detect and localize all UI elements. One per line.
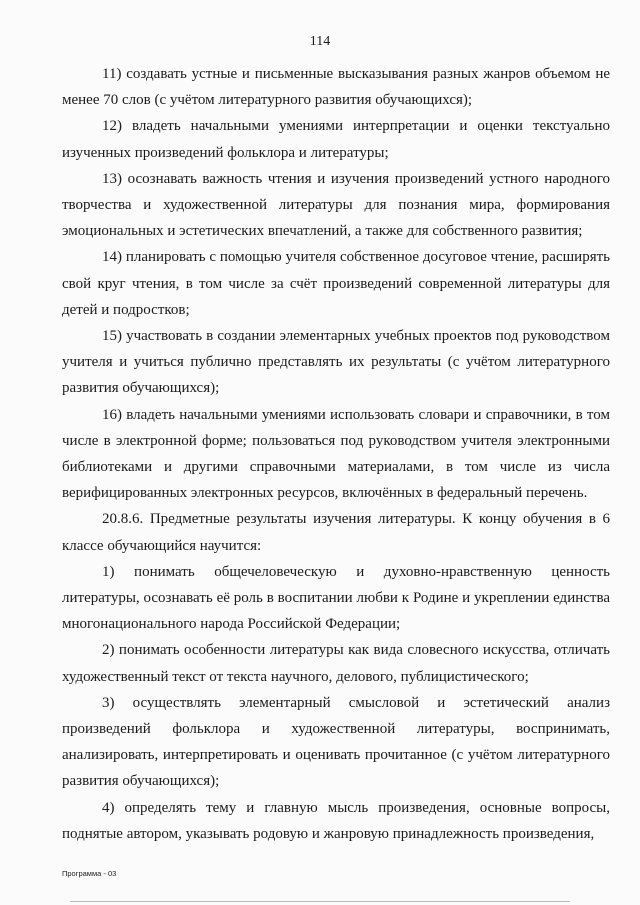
paragraph-item-3: 3) осуществлять элементарный смысловой и эстетический анализ произведений фольклора и художественной литературы, воспринимать, анализировать, интерпретировать и оценивать прочитанное (с учётом литературного развития обучающихся);	[62, 694, 610, 790]
paragraph-item-1: 1) понимать общечеловеческую и духовно-нравственную ценность литературы, осознавать её роль в воспитании любви к Родине и укреплении единства многонационального народа Российской Федерации;	[62, 563, 610, 633]
paragraph-item-15: 15) участвовать в создании элементарных учебных проектов под руководством учителя и учиться публично представлять их результаты (с учётом литературного развития обучающихся);	[62, 328, 610, 397]
paragraph-item-11: 11) создавать устные и письменные высказывания разных жанров объемом не менее 70 слов (с учётом литературного развития обучающихся);	[62, 66, 610, 109]
scan-edge-divider	[70, 901, 570, 902]
page-number: 114	[309, 34, 331, 49]
paragraph-item-14: 14) планировать с помощью учителя собственное досуговое чтение, расширять свой круг чтения, в том числе за счёт произведений современной литературы для детей и подростков;	[62, 249, 610, 318]
footer-program-label: Программа - 03	[62, 869, 117, 878]
paragraph-item-12: 12) владеть начальными умениями интерпретации и оценки текстуально изученных произведений фольклора и литературы;	[62, 118, 610, 161]
paragraph-item-16: 16) владеть начальными умениями использовать словари и справочники, в том числе в электронной форме; пользоваться под руководством учителя электронными библиотеками и другими справочными материалами, в том числе из числа верифицированных электронных ресурсов, включённых в федеральный перечень.	[62, 406, 610, 502]
paragraph-item-2: 2) понимать особенности литературы как вида словесного искусства, отличать художественный текст от текста научного, делового, публицистического;	[62, 642, 610, 685]
section-heading-20-8-6: 20.8.6. Предметные результаты изучения литературы. К концу обучения в 6 классе обучающийся научится:	[62, 511, 610, 554]
paragraph-item-13: 13) осознавать важность чтения и изучения произведений устного народного творчества и художественной литературы для познания мира, формирования эмоциональных и эстетических впечатлений, а также для собственного развития;	[62, 170, 610, 240]
document-body	[62, 61, 610, 847]
paragraph-item-4: 4) определять тему и главную мысль произведения, основные вопросы, поднятые автором, указывать родовую и жанровую принадлежность произведения,	[62, 799, 610, 842]
